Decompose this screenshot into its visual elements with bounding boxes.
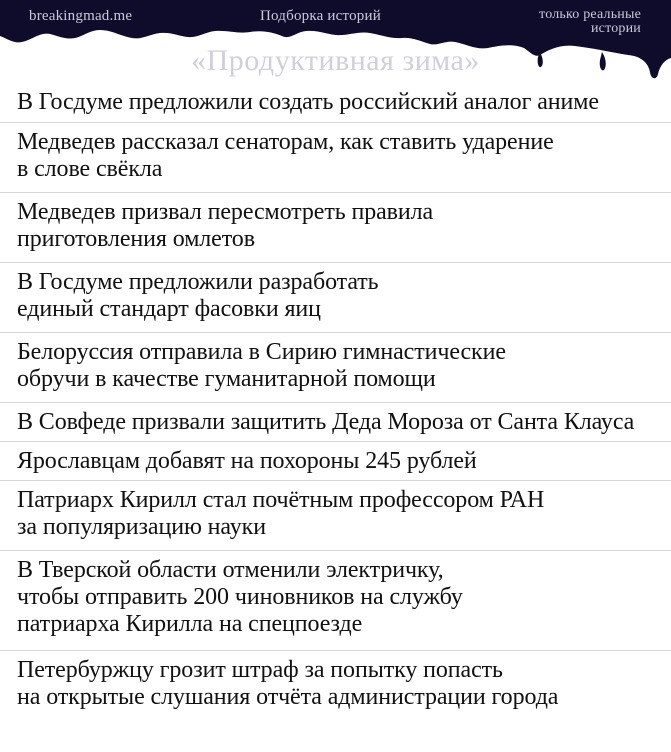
story-item[interactable]: Белоруссия отправила в Сирию гимнастические обручи в качестве гуманитарной помощи xyxy=(0,332,671,402)
story-item[interactable]: Петербуржцу грозит штраф за попытку попасть на открытые слушания отчёта администрации города xyxy=(0,650,671,713)
header-banner xyxy=(0,0,671,80)
collection-title: «Продуктивная зима» xyxy=(191,44,480,77)
story-item[interactable]: В Госдуме предложили создать российский аналог аниме xyxy=(17,89,599,115)
story-item[interactable]: В Госдуме предложили разработать единый стандарт фасовки яиц xyxy=(0,262,671,332)
story-item[interactable]: В Совфеде призвали защитить Деда Мороза от Санта Клауса xyxy=(0,402,671,441)
story-item[interactable]: Медведев призвал пересмотреть правила приготовления омлетов xyxy=(0,192,671,262)
story-item[interactable]: Патриарх Кирилл стал почётным профессором РАН за популяризацию науки xyxy=(0,480,671,550)
story-item[interactable]: Ярославцам добавят на похороны 245 рублей xyxy=(0,441,671,480)
tagline-text: только реальные истории xyxy=(539,7,641,36)
story-item[interactable]: Медведев рассказал сенаторам, как ставить ударение в слове свёкла xyxy=(0,122,671,192)
section-title: Подборка историй xyxy=(260,8,381,24)
site-name[interactable]: breakingmad.me xyxy=(29,8,133,24)
story-list xyxy=(0,83,671,713)
site-tagline xyxy=(539,8,641,36)
story-item[interactable]: В Тверской области отменили электричку, чтобы отправить 200 чиновников на службу патриарха Кирилла на спецпоезде xyxy=(0,550,671,650)
